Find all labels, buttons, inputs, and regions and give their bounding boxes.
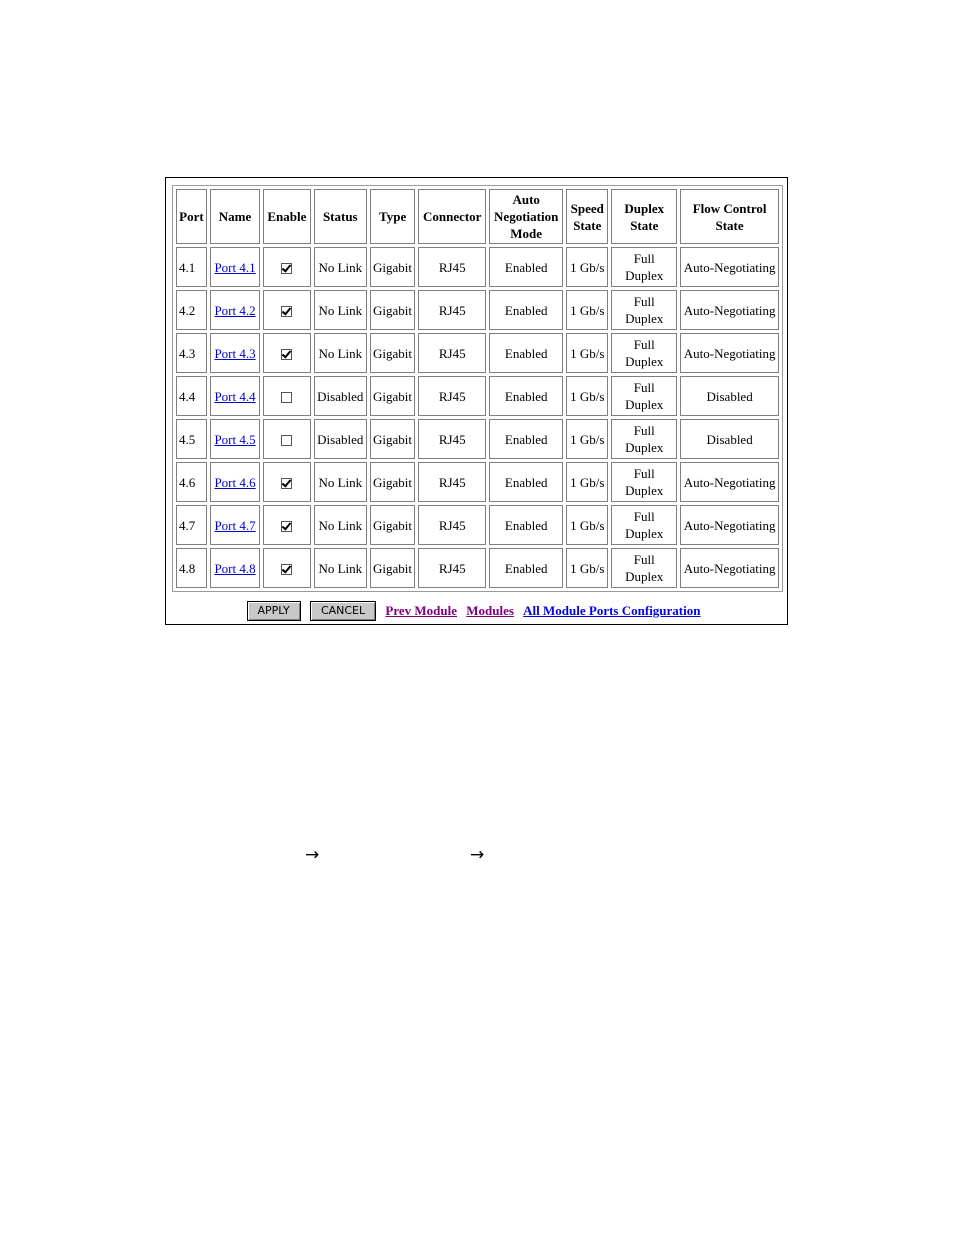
auto-negotiation-mode: Enabled xyxy=(489,290,563,330)
port-type: Gigabit xyxy=(370,247,415,287)
table-row xyxy=(176,376,779,416)
flow-control-state: Auto-Negotiating xyxy=(680,548,779,588)
speed-state: 1 Gb/s xyxy=(566,290,608,330)
port-status: Disabled xyxy=(314,376,367,416)
right-arrow-icon: → xyxy=(305,845,320,865)
port-number: 4.2 xyxy=(176,290,207,330)
port-number: 4.7 xyxy=(176,505,207,545)
enable-checkbox-checked[interactable] xyxy=(281,521,292,532)
column-header-status: Status xyxy=(314,189,367,244)
duplex-state: Full Duplex xyxy=(611,247,677,287)
duplex-state: Full Duplex xyxy=(611,376,677,416)
port-number: 4.8 xyxy=(176,548,207,588)
port-name-cell xyxy=(210,419,260,459)
port-name-cell xyxy=(210,505,260,545)
port-name-link[interactable]: Port 4.1 xyxy=(214,259,256,275)
column-header-type: Type xyxy=(370,189,415,244)
port-status: No Link xyxy=(314,548,367,588)
prev-module-link[interactable]: Prev Module xyxy=(385,603,457,618)
port-type: Gigabit xyxy=(370,290,415,330)
speed-state: 1 Gb/s xyxy=(566,333,608,373)
port-name-cell xyxy=(210,376,260,416)
column-header-port: Port xyxy=(176,189,207,244)
port-number: 4.4 xyxy=(176,376,207,416)
auto-negotiation-mode: Enabled xyxy=(489,247,563,287)
ports-table xyxy=(172,185,783,592)
duplex-state: Full Duplex xyxy=(611,462,677,502)
port-name-cell xyxy=(210,333,260,373)
port-status: Disabled xyxy=(314,419,367,459)
port-name-cell xyxy=(210,548,260,588)
flow-control-state: Disabled xyxy=(680,376,779,416)
cancel-button[interactable]: CANCEL xyxy=(310,601,376,621)
enable-cell xyxy=(263,247,310,287)
port-status: No Link xyxy=(314,333,367,373)
port-status: No Link xyxy=(314,505,367,545)
port-name-cell xyxy=(210,247,260,287)
enable-cell xyxy=(263,333,310,373)
auto-negotiation-mode: Enabled xyxy=(489,376,563,416)
port-name-link[interactable]: Port 4.7 xyxy=(214,517,256,533)
enable-cell xyxy=(263,376,310,416)
port-connector: RJ45 xyxy=(418,505,486,545)
flow-control-state: Auto-Negotiating xyxy=(680,505,779,545)
port-type: Gigabit xyxy=(370,462,415,502)
table-row xyxy=(176,462,779,502)
duplex-state: Full Duplex xyxy=(611,505,677,545)
column-header-duplex-state: Duplex State xyxy=(611,189,677,244)
speed-state: 1 Gb/s xyxy=(566,505,608,545)
speed-state: 1 Gb/s xyxy=(566,462,608,502)
port-connector: RJ45 xyxy=(418,247,486,287)
port-name-link[interactable]: Port 4.4 xyxy=(214,388,256,404)
port-type: Gigabit xyxy=(370,333,415,373)
speed-state: 1 Gb/s xyxy=(566,548,608,588)
all-module-ports-configuration-link[interactable]: All Module Ports Configuration xyxy=(523,603,701,618)
port-connector: RJ45 xyxy=(418,376,486,416)
port-connector: RJ45 xyxy=(418,419,486,459)
port-config-panel xyxy=(165,177,788,625)
table-row xyxy=(176,505,779,545)
port-name-link[interactable]: Port 4.6 xyxy=(214,474,256,490)
table-row xyxy=(176,247,779,287)
port-name-cell xyxy=(210,462,260,502)
enable-cell xyxy=(263,505,310,545)
enable-checkbox-checked[interactable] xyxy=(281,263,292,274)
enable-cell xyxy=(263,290,310,330)
enable-checkbox-checked[interactable] xyxy=(281,306,292,317)
port-number: 4.6 xyxy=(176,462,207,502)
port-number: 4.1 xyxy=(176,247,207,287)
enable-cell xyxy=(263,462,310,502)
port-name-link[interactable]: Port 4.5 xyxy=(214,431,256,447)
auto-negotiation-mode: Enabled xyxy=(489,462,563,502)
column-header-flow-control-state: Flow Control State xyxy=(680,189,779,244)
port-type: Gigabit xyxy=(370,419,415,459)
column-header-connector: Connector xyxy=(418,189,486,244)
enable-cell xyxy=(263,419,310,459)
column-header-enable: Enable xyxy=(263,189,310,244)
duplex-state: Full Duplex xyxy=(611,419,677,459)
flow-control-state: Auto-Negotiating xyxy=(680,333,779,373)
auto-negotiation-mode: Enabled xyxy=(489,333,563,373)
auto-negotiation-mode: Enabled xyxy=(489,505,563,545)
right-arrow-icon: → xyxy=(470,845,485,865)
speed-state: 1 Gb/s xyxy=(566,247,608,287)
port-name-link[interactable]: Port 4.8 xyxy=(214,560,256,576)
table-header-row xyxy=(176,189,779,244)
duplex-state: Full Duplex xyxy=(611,290,677,330)
apply-button[interactable]: APPLY xyxy=(247,601,301,621)
action-bar xyxy=(166,601,787,621)
table-body xyxy=(176,247,779,588)
auto-negotiation-mode: Enabled xyxy=(489,548,563,588)
enable-cell xyxy=(263,548,310,588)
auto-negotiation-mode: Enabled xyxy=(489,419,563,459)
enable-checkbox-unchecked[interactable] xyxy=(281,435,292,446)
table-row xyxy=(176,548,779,588)
port-type: Gigabit xyxy=(370,548,415,588)
enable-checkbox-unchecked[interactable] xyxy=(281,392,292,403)
table-row xyxy=(176,419,779,459)
column-header-speed-state: Speed State xyxy=(566,189,608,244)
column-header-name: Name xyxy=(210,189,260,244)
flow-control-state: Disabled xyxy=(680,419,779,459)
enable-checkbox-checked[interactable] xyxy=(281,564,292,575)
port-type: Gigabit xyxy=(370,505,415,545)
port-number: 4.5 xyxy=(176,419,207,459)
port-connector: RJ45 xyxy=(418,548,486,588)
flow-control-state: Auto-Negotiating xyxy=(680,290,779,330)
enable-checkbox-checked[interactable] xyxy=(281,478,292,489)
port-status: No Link xyxy=(314,247,367,287)
port-name-link[interactable]: Port 4.2 xyxy=(214,302,256,318)
speed-state: 1 Gb/s xyxy=(566,419,608,459)
duplex-state: Full Duplex xyxy=(611,333,677,373)
modules-link[interactable]: Modules xyxy=(466,603,514,618)
table-row xyxy=(176,333,779,373)
port-connector: RJ45 xyxy=(418,290,486,330)
duplex-state: Full Duplex xyxy=(611,548,677,588)
port-status: No Link xyxy=(314,290,367,330)
port-status: No Link xyxy=(314,462,367,502)
enable-checkbox-checked[interactable] xyxy=(281,349,292,360)
port-connector: RJ45 xyxy=(418,462,486,502)
flow-control-state: Auto-Negotiating xyxy=(680,247,779,287)
port-connector: RJ45 xyxy=(418,333,486,373)
column-header-auto-negotiation-mode: Auto Negotiation Mode xyxy=(489,189,563,244)
flow-control-state: Auto-Negotiating xyxy=(680,462,779,502)
port-name-link[interactable]: Port 4.3 xyxy=(214,345,256,361)
table-row xyxy=(176,290,779,330)
port-type: Gigabit xyxy=(370,376,415,416)
port-number: 4.3 xyxy=(176,333,207,373)
port-name-cell xyxy=(210,290,260,330)
speed-state: 1 Gb/s xyxy=(566,376,608,416)
